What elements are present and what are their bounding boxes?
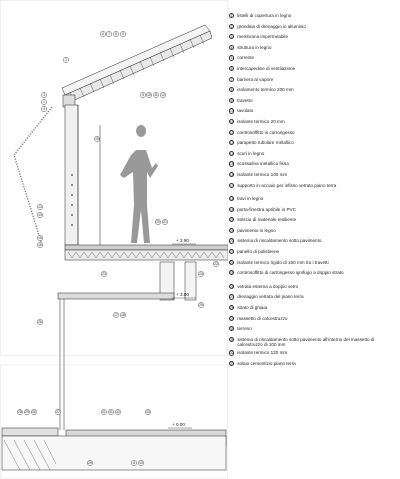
- legend-item: [229, 260, 400, 271]
- svg-text:31: 31: [109, 410, 113, 414]
- legend-number: 33: [230, 362, 234, 366]
- legend-text: isolante termico 20 mm: [237, 118, 285, 124]
- legend-item: [229, 361, 400, 372]
- legend-text: listelli di copertura in legno: [237, 13, 292, 18]
- legend-text: controsoffitto di cartongesso ignifugo a doppio strato: [237, 270, 344, 276]
- legend-text: scossalina metallica fissa: [237, 161, 289, 167]
- svg-text:21: 21: [163, 220, 167, 224]
- legend-item: [229, 217, 400, 228]
- callout: [115, 409, 120, 414]
- legend-text: solaio cementizio piano terra: [237, 361, 296, 366]
- legend-number: 20: [230, 218, 234, 223]
- legend-text: pavimento in legno: [237, 227, 276, 233]
- person-silhouette: [120, 125, 158, 243]
- legend-item: [229, 161, 400, 172]
- legend-number: 24: [230, 260, 234, 265]
- svg-text:30: 30: [32, 410, 36, 414]
- legend-number: 6: [230, 66, 233, 71]
- section-break-frame-top: [1, 1, 228, 356]
- glass-wall: [60, 299, 64, 430]
- svg-text:16: 16: [38, 243, 42, 247]
- svg-text:17: 17: [114, 313, 118, 317]
- svg-text:8: 8: [133, 461, 135, 465]
- callout: [155, 219, 160, 224]
- callout: [146, 92, 151, 97]
- legend-item: [229, 77, 400, 88]
- callout: [37, 242, 42, 247]
- legend-text: isolante termico 120 mm: [237, 350, 288, 356]
- legend-number: 10: [230, 109, 234, 114]
- callout: [94, 136, 99, 141]
- callout: [55, 409, 60, 414]
- svg-text:29: 29: [25, 410, 29, 414]
- callout: [37, 235, 42, 240]
- legend-text: controsoffitto in cartongesso: [237, 129, 295, 135]
- legend-text: tavolato: [237, 108, 254, 114]
- legend-text: striscia di materiale resiliente: [237, 217, 297, 223]
- legend-number: 3: [230, 35, 233, 40]
- callout: [17, 409, 22, 414]
- callout: [198, 271, 203, 276]
- legend-item: [229, 228, 400, 239]
- legend-item: [229, 151, 400, 162]
- legend-text: panello di polistirene: [237, 249, 280, 255]
- callout: [198, 302, 203, 307]
- callout: [213, 261, 218, 266]
- legend-item: [229, 55, 400, 66]
- legend-text: scuri in legno: [237, 150, 265, 156]
- legend-text: membrana impermeabile: [237, 34, 288, 40]
- legend-text: vetrata esterna a doppio vetro: [237, 283, 299, 289]
- callout: [24, 409, 29, 414]
- svg-text:26: 26: [38, 320, 42, 324]
- legend-number: 16: [230, 172, 234, 177]
- legend-item: [229, 196, 400, 207]
- legend-number: 7: [230, 77, 233, 82]
- legend-text: barriera al vapore: [237, 76, 274, 82]
- svg-text:29: 29: [88, 461, 92, 465]
- callout: [41, 99, 46, 104]
- legend-item: [229, 270, 400, 284]
- svg-text:32: 32: [116, 410, 120, 414]
- svg-text:6: 6: [102, 32, 104, 36]
- legend-number: 11: [230, 119, 234, 124]
- legend-item: [229, 140, 400, 151]
- callout: [131, 460, 136, 465]
- legend-item: [229, 316, 400, 327]
- svg-text:12: 12: [161, 93, 165, 97]
- svg-text:23: 23: [102, 272, 106, 276]
- callout: [31, 409, 36, 414]
- legend-text: isolante termico rigido di 150 mm tra i travetti: [237, 259, 329, 265]
- legend-number: 17: [230, 183, 234, 188]
- legend-number: 8: [230, 88, 233, 93]
- legend-item: [229, 108, 400, 119]
- legend-item: [229, 350, 400, 361]
- legend-item: [229, 130, 400, 141]
- callout: [41, 106, 46, 111]
- legend-number: 2: [230, 24, 233, 29]
- callout: [41, 92, 46, 97]
- legend-number: 32: [230, 351, 234, 356]
- svg-text:5: 5: [142, 93, 144, 97]
- callout: [100, 31, 105, 36]
- legend-item: [229, 284, 400, 295]
- legend-text: corrente: [237, 55, 255, 61]
- svg-text:25: 25: [199, 303, 203, 307]
- callout: [37, 319, 42, 324]
- legend-number: 4: [230, 45, 233, 50]
- legend-item: [229, 13, 400, 24]
- svg-text:8: 8: [115, 32, 117, 36]
- svg-text:24: 24: [199, 272, 203, 276]
- legend-text: strato di ghiaia: [237, 305, 268, 311]
- svg-text:10: 10: [139, 461, 143, 465]
- exterior-wall: [65, 105, 100, 245]
- svg-text:14: 14: [38, 205, 42, 209]
- callout: [101, 409, 106, 414]
- svg-text:15: 15: [38, 236, 42, 240]
- legend-item: [229, 24, 400, 35]
- callout: [120, 31, 125, 36]
- legend-text: porta-finestra apribile in PVC: [237, 206, 296, 212]
- legend-number: 14: [230, 151, 234, 156]
- level-upper-floor: + 3.90: [176, 238, 189, 243]
- legend-text: sistema di riscaldamento sotto pavimento all'interno del massetto di calcestruzzo di 100 mm: [237, 336, 375, 348]
- legend-item: [229, 207, 400, 218]
- legend-number: 29: [230, 316, 234, 321]
- legend-item: [229, 337, 400, 351]
- legend-item: [229, 98, 400, 109]
- legend-number: 1: [230, 14, 233, 18]
- callout: [113, 312, 118, 317]
- legend-number: 27: [230, 295, 234, 300]
- legend-item: [229, 294, 400, 305]
- svg-text:28: 28: [18, 410, 22, 414]
- legend-number: 22: [230, 239, 234, 244]
- callout: [153, 92, 158, 97]
- callout: [101, 271, 106, 276]
- callout: [145, 409, 150, 414]
- svg-text:20: 20: [156, 220, 160, 224]
- callout: [113, 31, 118, 36]
- legend-number: 5: [230, 56, 233, 61]
- legend-text: isolante termico 100 mm: [237, 171, 288, 177]
- legend-item: [229, 183, 400, 197]
- legend-number: 31: [230, 337, 234, 342]
- legend-number: 9: [230, 98, 233, 103]
- callout: [162, 219, 167, 224]
- svg-text:1: 1: [43, 100, 45, 104]
- svg-text:11: 11: [154, 93, 158, 97]
- legend-number: 18: [230, 197, 234, 202]
- legend-text: sistema di riscaldamento sotto pavimento: [237, 238, 322, 244]
- svg-text:27: 27: [56, 410, 60, 414]
- legend-item: [229, 305, 400, 316]
- legend-number: 12: [230, 130, 234, 135]
- callout: [87, 460, 92, 465]
- callout: [37, 204, 42, 209]
- legend-item: [229, 34, 400, 45]
- svg-text:18: 18: [121, 313, 125, 317]
- callout: [106, 31, 111, 36]
- svg-text:19: 19: [95, 137, 99, 141]
- svg-text:22: 22: [214, 262, 218, 266]
- callout: [160, 92, 165, 97]
- legend-item: [229, 45, 400, 56]
- legend-text: struttura in legno: [237, 44, 272, 50]
- legend-number: 23: [230, 250, 234, 255]
- legend-item: [229, 66, 400, 77]
- svg-text:4: 4: [43, 107, 45, 111]
- legend-item: [229, 249, 400, 260]
- legend-text: travetto: [237, 97, 253, 103]
- callout: [63, 57, 68, 62]
- legend-text: parapetto tubolare metallico: [237, 140, 294, 146]
- legend-number: 15: [230, 162, 234, 167]
- svg-text:3: 3: [43, 93, 45, 97]
- callout: [140, 92, 145, 97]
- legend-item: [229, 238, 400, 249]
- svg-text:9: 9: [122, 32, 124, 36]
- legend-text: travi in legno: [237, 196, 264, 202]
- legend-item: [229, 172, 400, 183]
- legend-number: 28: [230, 306, 234, 311]
- legend-number: 30: [230, 327, 234, 332]
- legend-number: 13: [230, 141, 234, 146]
- callout: [108, 409, 113, 414]
- level-ceiling: + 3.00: [176, 292, 189, 297]
- legend-item: [229, 326, 400, 337]
- legend-text: terreno: [237, 326, 252, 332]
- open-shutter: [14, 107, 52, 245]
- ground-floor-slab: [2, 428, 226, 470]
- legend-list: [229, 13, 400, 372]
- legend-text: supporto in acciaio per infisso vetrato piano terra: [237, 182, 337, 188]
- legend-text: isolamento termico 200 mm: [237, 87, 294, 93]
- level-ground: + 0.00: [172, 422, 185, 427]
- legend-number: 19: [230, 207, 234, 212]
- svg-text:13: 13: [38, 213, 42, 217]
- legend-text: drenaggio vetrata del piano terra: [237, 294, 304, 300]
- callout: [37, 212, 42, 217]
- svg-text:7: 7: [108, 32, 110, 36]
- svg-text:2: 2: [65, 58, 67, 62]
- callout: [120, 312, 125, 317]
- callout: [138, 460, 143, 465]
- svg-text:33: 33: [146, 410, 150, 414]
- legend-number: 25: [230, 271, 234, 276]
- legend-item: [229, 119, 400, 130]
- legend-text: massetto di calcestruzzo: [237, 315, 288, 321]
- legend-item: [229, 87, 400, 98]
- legend-text: intercapedine di ventilazione: [237, 65, 296, 71]
- svg-text:10: 10: [147, 93, 151, 97]
- roof-section: [62, 25, 212, 107]
- legend-text: grondaia di drenaggio in alluminio: [237, 23, 306, 29]
- legend-number: 26: [230, 284, 234, 289]
- legend-number: 21: [230, 228, 234, 233]
- svg-text:21: 21: [102, 410, 106, 414]
